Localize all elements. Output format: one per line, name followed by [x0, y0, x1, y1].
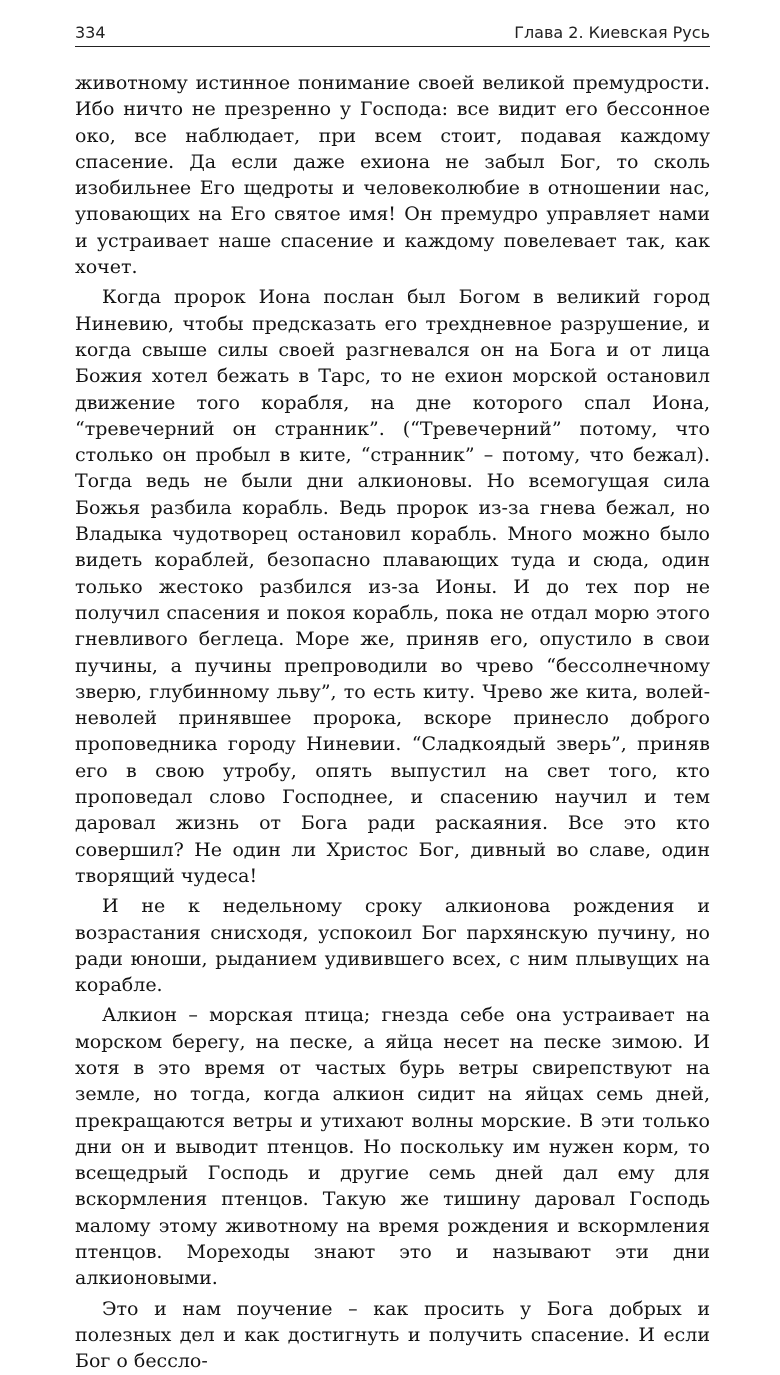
page-body — [75, 70, 710, 1375]
paragraph-halcyon-bird: Алкион – морская птица; гнезда себе она устраивает на морском берегу, на песке, а яйца несет на песке зимою. И хотя в это время от частых бурь ветры свирепствуют на земле, но тогда, когда алкион сидит на яйцах семь дней, прекращаются ветры и утихают волны морские. В эти только дни он и выводит птенцов. Но поскольку им нужен корм, то всещедрый Господь и другие семь дней дал ему для вскормления птенцов. Такую же тишину даровал Господь малому этому животному на время рождения и вскормления птенцов. Мореходы знают это и называют эти дни алкионовыми. — [75, 1004, 710, 1290]
paragraph-jonah: Когда пророк Иона послан был Богом в великий город Ниневию, чтобы предсказать его трехдневное разрушение, и когда свыше силы своей разгневался он на Бога и от лица Божия хотел бежать в Тарс, то не ехион морской остановил движение того корабля, на дне которого спал Иона, “тревечерний он странник”. (“Тревечерний” потому, что столько он пробыл в ките, “странник” – потому, что бежал). Тогда ведь не были дни алкионовы. Но всемогущая сила Божья разбила корабль. Ведь пророк из-за гнева бежал, но Владыка чудотворец остановил корабль. Много можно было видеть кораблей, безопасно плавающих туда и сюда, один только жестоко разбился из-за Ионы. И до тех пор не получил спасения и покоя корабль, пока не отдал морю этого гневливого беглеца. Море же, приняв его, опустило в свои пучины, а пучины препроводили во чрево “бессолнечному зверю, глубинному льву”, то есть киту. Чрево же кита, волей-неволей принявшее пророка, вскоре принесло доброго проповедника городу Ниневии. “Сладкоядый зверь”, приняв его в свою утробу, опять выпустил на свет того, кто проповедал слово Господнее, и спасению научил и тем даровал жизнь от Бога ради раскаяния. Все это кто совершил? Не один ли Христос Бог, дивный во славе, один творящий чудеса! — [75, 286, 710, 887]
paragraph-halcyon-days: И не к недельному сроку алкионова рождения и возрастания снисходя, успокоил Бог пархянскую пучину, но ради юноши, рыданием удивившего всех, с ним плывущих на корабле. — [75, 895, 710, 997]
paragraph-continued: животному истинное понимание своей великой премудрости. Ибо ничто не презренно у Господа: все видит его бессонное око, все наблюдает, при всем стоит, подавая каждому спасение. Да если даже ехиона не забыл Бог, то сколь изобильнее Его щедроты и человеколюбие в отношении нас, уповающих на Его святое имя! Он премудро управляет нами и устраивает наше спасение и каждому повелевает так, как хочет. — [75, 72, 710, 279]
page-number: 334 — [75, 23, 106, 42]
page-header — [75, 20, 710, 47]
paragraph-lesson: Это и нам поучение – как просить у Бога добрых и полезных дел и как достигнуть и получить спасение. И если Бог о бессло- — [75, 1297, 710, 1373]
running-title: Глава 2. Киевская Русь — [514, 23, 710, 42]
